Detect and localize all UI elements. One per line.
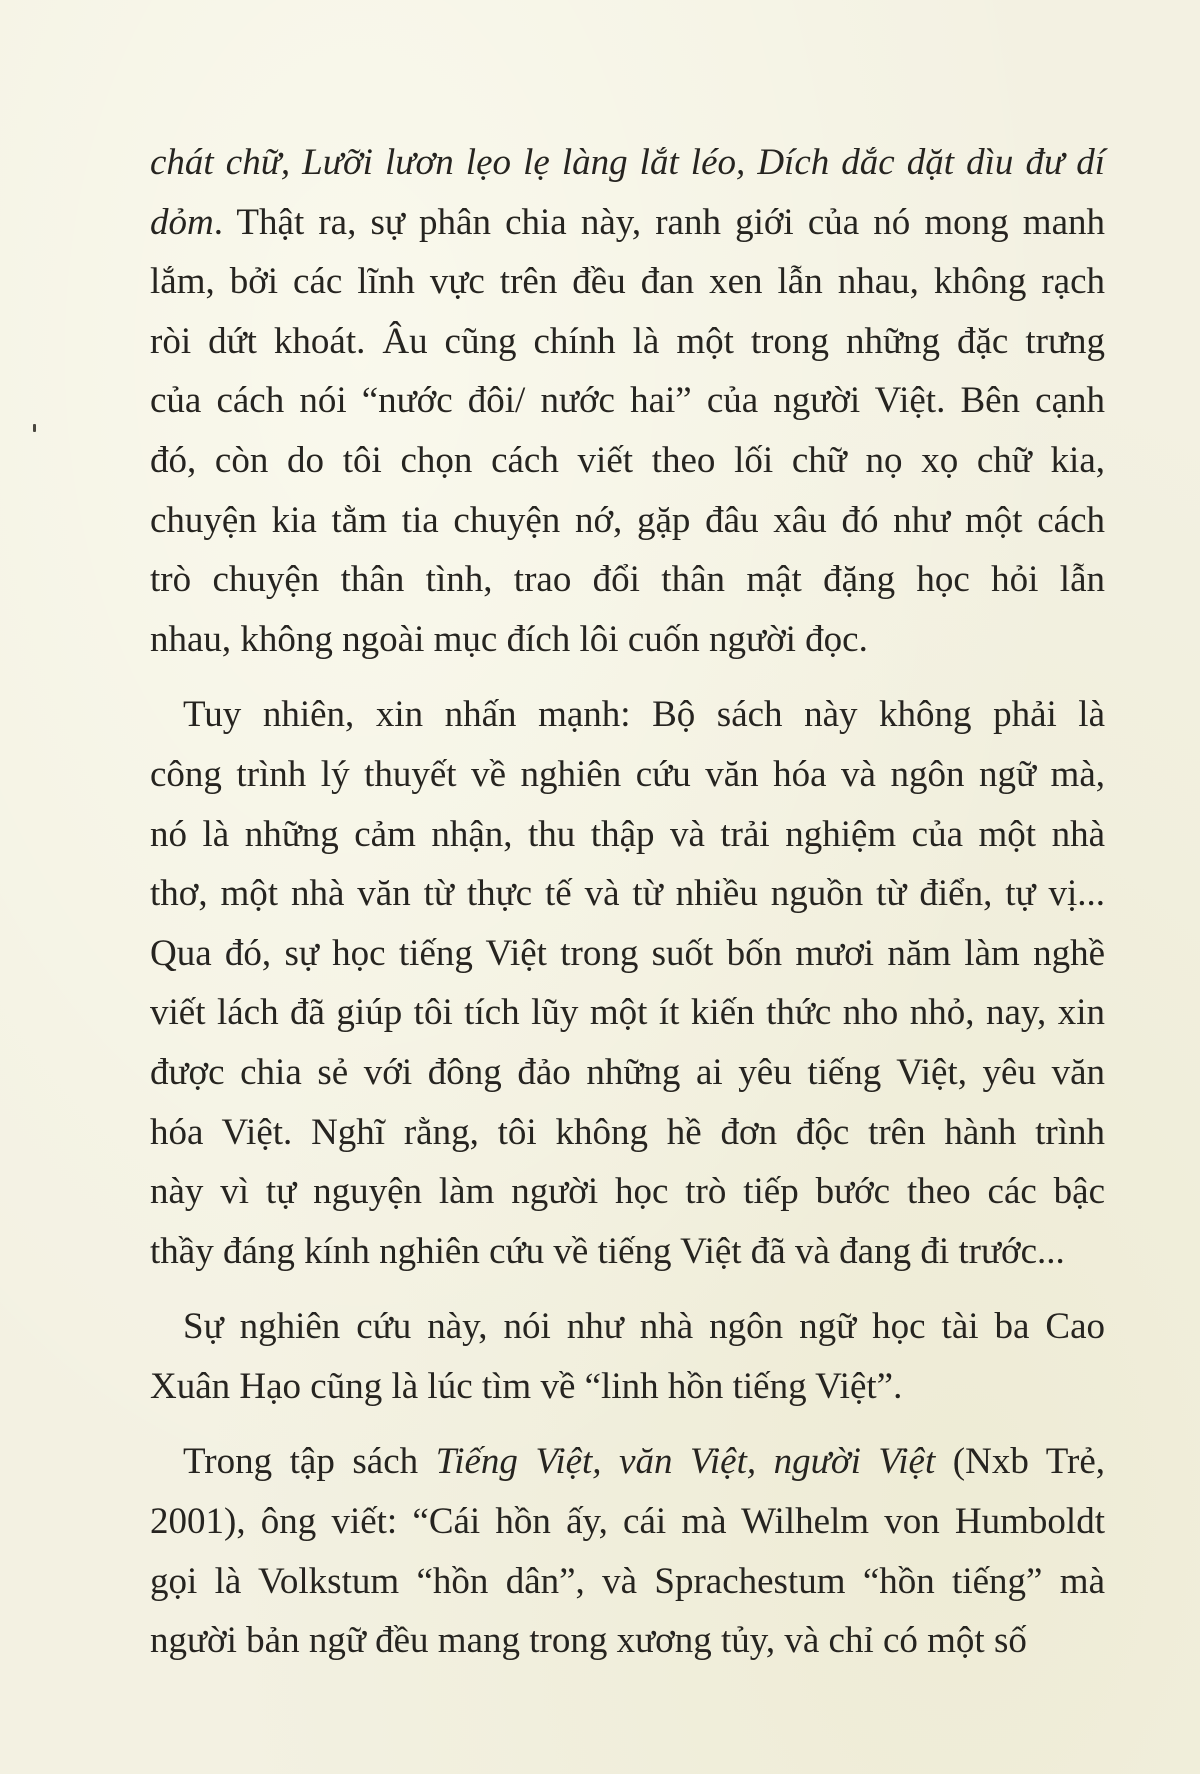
paragraph xyxy=(150,1432,1105,1670)
text-run: gọi là Volkstum “hồn dân”, và Sprachestum “hồn tiếng” mà xyxy=(150,1560,1105,1602)
text-run: hóa Việt. Nghĩ rằng, tôi không hề đơn độc trên hành trình xyxy=(150,1111,1105,1153)
paragraph xyxy=(150,685,1105,1281)
italic-text: Tiếng Việt, văn Việt, người Việt xyxy=(435,1441,936,1483)
text-run: ròi dứt khoát. Âu cũng chính là một trong những đặc trưng xyxy=(150,320,1105,362)
paragraph-gap xyxy=(150,669,1105,685)
text-run: thơ, một nhà văn từ thực tế và từ nhiều nguồn từ điển, tự vị... xyxy=(150,873,1105,915)
text-run: được chia sẻ với đông đảo những ai yêu tiếng Việt, yêu văn xyxy=(150,1051,1105,1093)
text-line xyxy=(150,805,1105,865)
text-run: đó, còn do tôi chọn cách viết theo lối chữ nọ xọ chữ kia, xyxy=(150,439,1105,481)
paragraph xyxy=(150,1297,1105,1416)
text-line xyxy=(150,685,1105,745)
text-run: này vì tự nguyện làm người học trò tiếp bước theo các bậc xyxy=(150,1171,1105,1213)
paragraph-gap xyxy=(150,1281,1105,1297)
text-run: Xuân Hạo cũng là lúc tìm về “linh hồn tiếng Việt”. xyxy=(150,1365,903,1407)
text-run: người bản ngữ đều mang trong xương tủy, và chỉ có một số xyxy=(150,1620,1027,1662)
text-line xyxy=(150,924,1105,984)
page-speck xyxy=(33,424,36,432)
text-line xyxy=(150,1043,1105,1103)
text-run: công trình lý thuyết về nghiên cứu văn hóa và ngôn ngữ mà, xyxy=(150,753,1105,795)
text-line xyxy=(150,550,1105,610)
text-line xyxy=(150,1222,1105,1282)
text-line xyxy=(150,864,1105,924)
text-line xyxy=(150,193,1105,253)
text-line xyxy=(150,133,1105,193)
text-run: viết lách đã giúp tôi tích lũy một ít kiến thức nho nhỏ, nay, xin xyxy=(150,992,1105,1034)
text-line xyxy=(150,1432,1105,1492)
text-run: Qua đó, sự học tiếng Việt trong suốt bốn mươi năm làm nghề xyxy=(150,932,1105,974)
text-run: của cách nói “nước đôi/ nước hai” của người Việt. Bên cạnh xyxy=(150,380,1105,422)
text-run: (Nxb Trẻ, xyxy=(935,1441,1105,1483)
text-line xyxy=(150,1611,1105,1671)
text-line xyxy=(150,1162,1105,1222)
text-line xyxy=(150,312,1105,372)
text-run: chuyện kia tằm tia chuyện nớ, gặp đâu xâu đó như một cách xyxy=(150,499,1105,541)
text-run: thầy đáng kính nghiên cứu về tiếng Việt đã và đang đi trước... xyxy=(150,1230,1065,1272)
text-line xyxy=(150,1492,1105,1552)
text-run: Sự nghiên cứu này, nói như nhà ngôn ngữ học tài ba Cao xyxy=(183,1306,1105,1348)
paragraph xyxy=(150,133,1105,669)
text-run: lắm, bởi các lĩnh vực trên đều đan xen lẫn nhau, không rạch xyxy=(150,261,1105,303)
text-line xyxy=(150,431,1105,491)
text-line xyxy=(150,983,1105,1043)
text-line xyxy=(150,252,1105,312)
text-run: trò chuyện thân tình, trao đổi thân mật đặng học hỏi lẫn xyxy=(150,559,1105,601)
text-run: . Thật ra, sự phân chia này, ranh giới của nó mong manh xyxy=(213,201,1105,243)
italic-text: dỏm xyxy=(150,201,214,243)
text-line xyxy=(150,371,1105,431)
text-run: nhau, không ngoài mục đích lôi cuốn người đọc. xyxy=(150,618,868,660)
text-run: Tuy nhiên, xin nhấn mạnh: Bộ sách này không phải là xyxy=(183,694,1105,736)
italic-text: chát chữ, Lưỡi lươn lẹo lẹ làng lắt léo, Dích dắc dặt dìu đư dí xyxy=(150,142,1105,183)
text-line xyxy=(150,1552,1105,1612)
text-line xyxy=(150,610,1105,670)
text-run: 2001), ông viết: “Cái hồn ấy, cái mà Wilhelm von Humboldt xyxy=(150,1501,1105,1543)
paragraph-gap xyxy=(150,1416,1105,1432)
text-line xyxy=(150,1103,1105,1163)
text-run: nó là những cảm nhận, thu thập và trải nghiệm của một nhà xyxy=(150,813,1105,855)
text-line xyxy=(150,491,1105,551)
text-run: Trong tập sách xyxy=(183,1441,436,1483)
body-text xyxy=(150,133,1105,1671)
text-line xyxy=(150,745,1105,805)
text-line xyxy=(150,1297,1105,1357)
text-line xyxy=(150,1357,1105,1417)
